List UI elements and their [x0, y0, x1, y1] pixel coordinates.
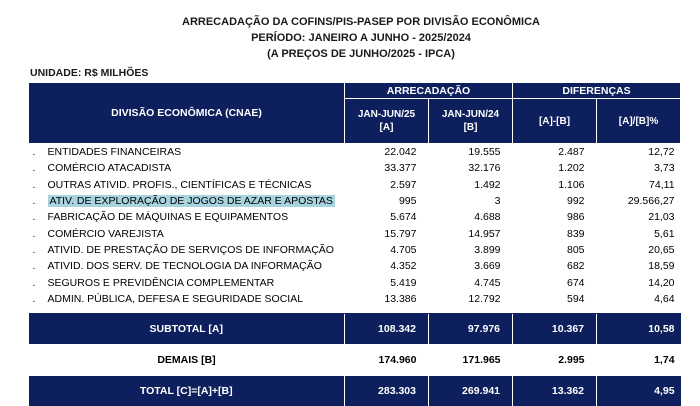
row-b: 12.792	[468, 292, 501, 305]
total-label: TOTAL [C]=[A]+[B]	[139, 384, 233, 397]
header-col-a	[345, 99, 429, 144]
row-label-text: ATIV. DE EXPLORAÇÃO DE JOGOS DE AZAR E APOSTAS	[49, 195, 333, 208]
row-label-text: ADMIN. PÚBLICA, DEFESA E SEGURIDADE SOCIAL	[47, 292, 304, 305]
table-row	[29, 193, 681, 209]
title-line-1: ARRECADAÇÃO DA COFINS/PIS-PASEP POR DIVISÃO ECONÔMICA	[182, 16, 540, 28]
row-b: 19.555	[468, 146, 501, 159]
row-a: 5.674	[390, 211, 417, 224]
total-b: 269.941	[429, 376, 513, 406]
row-bullet: .	[32, 146, 36, 159]
row-pct: 3,73	[654, 162, 675, 175]
row-diff: 839	[566, 227, 585, 240]
row-label	[29, 274, 345, 290]
table-row	[29, 274, 681, 290]
table-row	[29, 258, 681, 274]
demais-a: 174.960	[378, 353, 417, 366]
row-diff: 805	[566, 243, 585, 256]
row-diff: 992	[566, 195, 585, 208]
table-body	[29, 144, 681, 406]
row-label	[29, 177, 345, 193]
row-a: 995	[398, 195, 417, 208]
table-row	[29, 209, 681, 225]
subtotal-label: SUBTOTAL [A]	[29, 313, 345, 344]
row-label-text: COMÉRCIO VAREJISTA	[47, 227, 164, 240]
report-title	[0, 14, 700, 62]
demais-row	[29, 344, 681, 376]
row-label	[29, 160, 345, 176]
row-a: 2.597	[390, 178, 417, 191]
row-label	[29, 144, 345, 161]
row-bullet: .	[32, 227, 36, 240]
row-label	[29, 193, 345, 209]
subtotal-b: 97.976	[429, 313, 513, 344]
table-row	[29, 144, 681, 161]
row-pct: 5,61	[654, 227, 675, 240]
total-row	[29, 376, 681, 406]
row-label-text: OUTRAS ATIVID. PROFIS., CIENTÍFICAS E TÉCNICAS	[47, 178, 312, 191]
row-pct: 18,59	[648, 260, 675, 273]
demais-label: DEMAIS [B]	[157, 353, 216, 366]
row-diff: 594	[566, 292, 585, 305]
row-b: 3.899	[474, 243, 501, 256]
row-pct: 74,11	[649, 178, 675, 191]
row-b: 32.176	[468, 162, 501, 175]
row-a: 4.352	[390, 260, 417, 273]
row-bullet: .	[32, 292, 36, 305]
unit-label: UNIDADE: R$ MILHÕES	[30, 67, 149, 79]
row-label-text: ENTIDADES FINANCEIRAS	[47, 146, 182, 159]
row-b: 1.492	[474, 178, 501, 191]
table-row	[29, 160, 681, 176]
row-label	[29, 209, 345, 225]
total-a: 283.303	[345, 376, 429, 406]
row-bullet: .	[32, 162, 36, 175]
subtotal-row	[29, 313, 681, 344]
row-bullet: .	[32, 260, 36, 273]
row-label-text: ATIVID. DE PRESTAÇÃO DE SERVIÇOS DE INFORMAÇÃO	[47, 243, 334, 256]
row-bullet: .	[32, 243, 36, 256]
row-a: 4.705	[390, 243, 417, 256]
header-col-b-line1: JAN-JUN/24	[441, 109, 500, 120]
total-diff: 13.362	[513, 376, 597, 406]
demais-pct: 1,74	[654, 353, 675, 366]
row-bullet: .	[32, 195, 36, 208]
total-pct: 4,95	[597, 376, 681, 406]
row-diff: 674	[566, 276, 585, 289]
row-pct: 20,65	[648, 243, 675, 256]
table-row	[29, 242, 681, 258]
row-b: 3	[494, 195, 501, 208]
header-col-diff: [A]-[B]	[513, 99, 597, 144]
header-group-arrecadacao: ARRECADAÇÃO	[345, 83, 513, 99]
table-row	[29, 291, 681, 307]
row-pct: 4,64	[654, 292, 675, 305]
row-label-text: SEGUROS E PREVIDÊNCIA COMPLEMENTAR	[47, 276, 275, 289]
row-a: 33.377	[384, 162, 417, 175]
row-pct: 14,20	[648, 276, 675, 289]
row-pct: 21,03	[648, 211, 675, 224]
row-diff: 1.106	[558, 178, 585, 191]
row-a: 22.042	[384, 146, 417, 159]
row-diff: 986	[566, 211, 585, 224]
header-group-diferencas: DIFERENÇAS	[513, 83, 681, 99]
row-label	[29, 258, 345, 274]
row-pct: 12,72	[648, 146, 675, 159]
row-label	[29, 225, 345, 241]
row-label-text: ATIVID. DOS SERV. DE TECNOLOGIA DA INFORMAÇÃO	[47, 260, 322, 273]
row-label	[29, 291, 345, 307]
row-b: 14.957	[468, 227, 501, 240]
demais-diff: 2.995	[558, 353, 585, 366]
row-b: 4.745	[474, 276, 501, 289]
row-bullet: .	[32, 276, 36, 289]
row-label-text: COMÉRCIO ATACADISTA	[47, 162, 172, 175]
table-row	[29, 177, 681, 193]
row-a: 13.386	[384, 292, 417, 305]
row-a: 15.797	[384, 227, 417, 240]
row-diff: 682	[566, 260, 585, 273]
subtotal-diff: 10.367	[513, 313, 597, 344]
header-col-pct: [A]/[B]%	[597, 99, 681, 144]
header-col-b-line2: [B]	[463, 122, 478, 133]
row-a: 5.419	[390, 276, 417, 289]
row-b: 4.688	[474, 211, 501, 224]
row-label-text: FABRICAÇÃO DE MÁQUINAS E EQUIPAMENTOS	[47, 211, 289, 224]
header-col-b	[429, 99, 513, 144]
row-diff: 1.202	[558, 162, 585, 175]
demais-b: 171.965	[462, 353, 501, 366]
row-label	[29, 242, 345, 258]
data-table	[28, 82, 681, 406]
header-col-a-line1: JAN-JUN/25	[357, 109, 416, 120]
row-diff: 2.487	[558, 146, 585, 159]
row-b: 3.669	[474, 260, 501, 273]
header-col-a-line2: [A]	[379, 122, 394, 133]
table-row	[29, 225, 681, 241]
title-line-3: (A PREÇOS DE JUNHO/2025 - IPCA)	[267, 48, 455, 60]
row-bullet: .	[32, 178, 36, 191]
row-pct: 29.566,27	[627, 195, 675, 208]
subtotal-pct: 10,58	[597, 313, 681, 344]
title-line-2: PERÍODO: JANEIRO A JUNHO - 2025/2024	[251, 32, 471, 44]
subtotal-a: 108.342	[345, 313, 429, 344]
row-bullet: .	[32, 211, 36, 224]
header-division: DIVISÃO ECONÔMICA (CNAE)	[29, 83, 345, 144]
